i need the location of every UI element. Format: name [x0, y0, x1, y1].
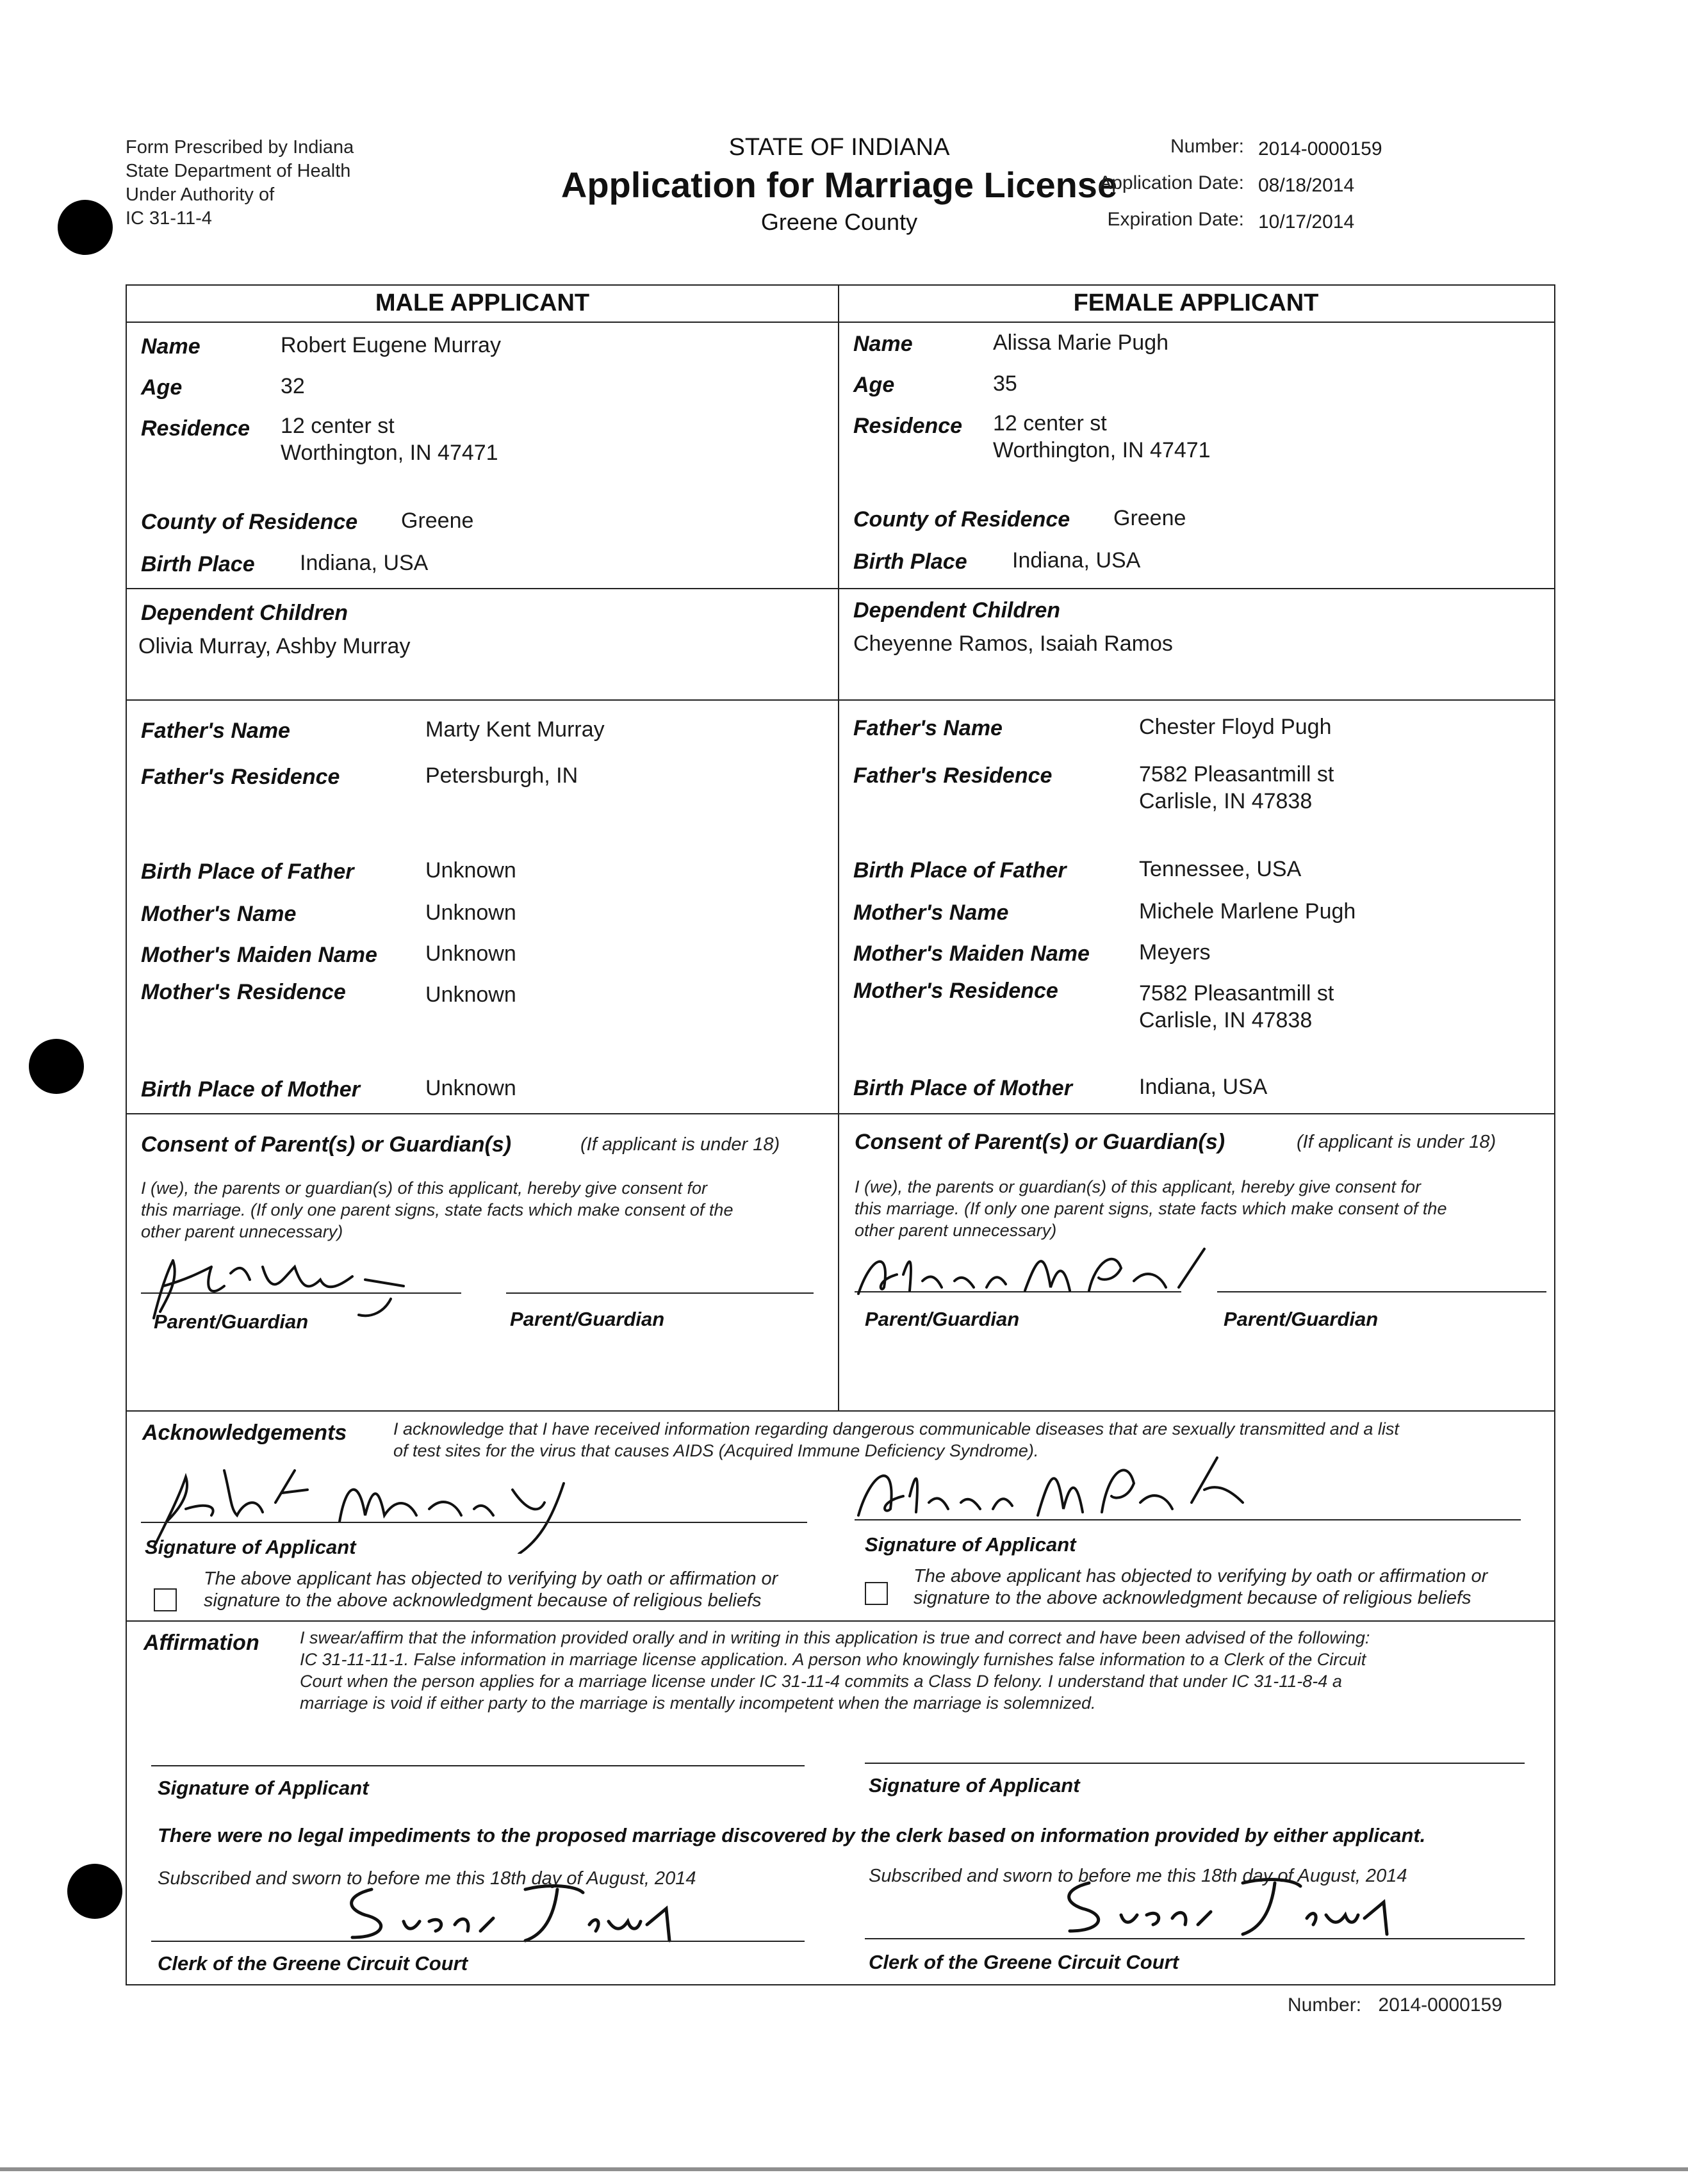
punch-hole-middle [29, 1039, 84, 1094]
female-fathers-residence-label: Father's Residence [853, 763, 1053, 788]
female-clerk-label: Clerk of the Greene Circuit Court [869, 1951, 1179, 1973]
female-affirmation-signature-label: Signature of Applicant [869, 1774, 1080, 1797]
female-birth-place-mother-label: Birth Place of Mother [853, 1076, 1072, 1100]
male-mothers-maiden: Unknown [425, 941, 516, 966]
female-affirmation-signature-line [865, 1763, 1525, 1764]
male-applicant-signature-line [141, 1522, 807, 1523]
divider-parents [126, 699, 1554, 701]
male-mothers-residence-line1: Unknown [425, 982, 516, 1007]
prescribed-line: Form Prescribed by Indiana [126, 137, 354, 158]
county-name: Greene County [760, 209, 918, 235]
female-objection-text [914, 1565, 1487, 1609]
male-mothers-maiden-label: Mother's Maiden Name [141, 943, 377, 967]
female-applicant-signature [846, 1445, 1345, 1528]
state-name: STATE OF INDIANA [728, 134, 950, 161]
male-birth-place: Indiana, USA [300, 551, 429, 575]
consent-text-line: this marriage. (If only one parent signs, state facts which make consent of the [141, 1200, 733, 1219]
female-applicant-heading: FEMALE APPLICANT [1073, 289, 1319, 316]
footer-number-value: 2014-0000159 [1378, 1994, 1502, 2016]
female-mothers-name-label: Mother's Name [853, 900, 1009, 925]
female-residence-line2: Worthington, IN 47471 [993, 438, 1211, 462]
male-signature-of-applicant: Signature of Applicant [145, 1536, 356, 1558]
female-children: Cheyenne Ramos, Isaiah Ramos [853, 632, 1173, 656]
female-mothers-maiden: Meyers [1139, 940, 1211, 965]
male-birth-place-mother-label: Birth Place of Mother [141, 1077, 360, 1102]
female-county: Greene [1113, 506, 1186, 530]
prescribed-line: State Department of Health [126, 161, 351, 181]
female-age: 35 [993, 371, 1017, 396]
female-mothers-residence-label: Mother's Residence [853, 979, 1058, 1003]
consent-text-line: other parent unnecessary) [141, 1222, 343, 1241]
male-residence-line2: Worthington, IN 47471 [281, 441, 498, 465]
objection-text-line: signature to the above acknowledgment because of religious beliefs [914, 1588, 1471, 1608]
divider-affirmation [126, 1620, 1554, 1622]
male-affirmation-signature-line [151, 1765, 805, 1766]
male-fathers-residence-line1: Petersburgh, IN [425, 763, 578, 788]
male-mothers-name-label: Mother's Name [141, 902, 297, 926]
male-consent-title: Consent of Parent(s) or Guardian(s) [141, 1132, 512, 1157]
objection-text-line: The above applicant has objected to verifying by oath or affirmation or [204, 1569, 778, 1589]
female-religious-objection-checkbox[interactable] [865, 1582, 888, 1605]
form-prescribed-block [126, 136, 354, 231]
male-clerk-signature [333, 1877, 692, 1947]
male-clerk-signature-line [151, 1941, 805, 1942]
female-clerk-signature [1051, 1870, 1409, 1941]
male-birth-place-father-label: Birth Place of Father [141, 860, 354, 884]
male-consent-note: (If applicant is under 18) [580, 1134, 780, 1155]
male-birth-place-father: Unknown [425, 858, 516, 883]
female-name: Alissa Marie Pugh [993, 330, 1169, 355]
female-clerk-signature-line [865, 1938, 1525, 1939]
consent-text-line: this marriage. (If only one parent signs, state facts which make consent of the [855, 1199, 1447, 1218]
form-title-block [512, 132, 1166, 237]
affirmation-heading: Affirmation [143, 1631, 259, 1655]
punch-hole-bottom [67, 1864, 122, 1919]
male-subscribed-text: Subscribed and sworn to before me this 18th day of August, 2014 [158, 1868, 696, 1889]
footer-number [1288, 1994, 1502, 2016]
female-parent-guardian-1-label: Parent/Guardian [865, 1308, 1020, 1330]
male-fathers-name: Marty Kent Murray [425, 717, 605, 742]
female-fathers-name: Chester Floyd Pugh [1139, 715, 1332, 739]
male-fathers-residence-label: Father's Residence [141, 765, 340, 789]
male-name: Robert Eugene Murray [281, 333, 501, 357]
female-fathers-name-label: Father's Name [853, 716, 1003, 740]
male-religious-objection-checkbox[interactable] [154, 1588, 177, 1611]
affirmation-text-line: marriage is void if either party to the marriage is mentally incompetent when the marriage is solemnized. [300, 1693, 1096, 1713]
female-residence-line1: 12 center st [993, 411, 1107, 436]
footer-number-label: Number: [1288, 1994, 1362, 2016]
male-children-label: Dependent Children [141, 601, 348, 625]
prescribed-line: IC 31-11-4 [126, 208, 212, 229]
affirmation-text-line: Court when the person applies for a marriage license under IC 31-11-4 commits a Class D felony. I understand that under IC 31-11-8-4 a [300, 1672, 1342, 1691]
affirmation-text-line: I swear/affirm that the information provided orally and in writing in this application is true and correct and have been advised of the following: [300, 1628, 1370, 1647]
male-residence-label: Residence [141, 416, 250, 441]
female-birth-place-mother: Indiana, USA [1139, 1075, 1268, 1099]
female-parent-signature [846, 1230, 1230, 1307]
acknowledgements-heading: Acknowledgements [142, 1421, 347, 1445]
female-applicant-signature-line [855, 1519, 1521, 1520]
center-divider [838, 284, 839, 1410]
expiration-date: 10/17/2014 [1258, 211, 1355, 232]
male-consent-text [141, 1177, 733, 1243]
license-meta [1070, 136, 1380, 245]
male-clerk-label: Clerk of the Greene Circuit Court [158, 1952, 468, 1975]
divider-consent [126, 1113, 1554, 1114]
male-county: Greene [401, 509, 474, 533]
female-birth-place: Indiana, USA [1012, 548, 1141, 573]
affirmation-text-line: IC 31-11-11-1. False information in marriage license application. A person who knowingly furnishes false information to a Clerk of the Circuit [300, 1650, 1366, 1669]
divider-children [126, 588, 1554, 589]
female-mothers-residence-line2: Carlisle, IN 47838 [1139, 1008, 1313, 1032]
no-impediments-statement: There were no legal impediments to the proposed marriage discovered by the clerk based on information provided by either applicant. [158, 1824, 1426, 1846]
punch-hole-top [58, 200, 113, 255]
male-fathers-name-label: Father's Name [141, 719, 290, 743]
number-label: Number: [1170, 136, 1244, 157]
female-mothers-name: Michele Marlene Pugh [1139, 899, 1356, 924]
male-objection-text [204, 1568, 778, 1611]
male-parent-guardian-2-label: Parent/Guardian [510, 1308, 665, 1330]
prescribed-line: Under Authority of [126, 184, 275, 205]
male-age-label: Age [141, 375, 183, 400]
license-number: 2014-0000159 [1258, 138, 1382, 159]
consent-text-line: I (we), the parents or guardian(s) of this applicant, hereby give consent for [141, 1178, 707, 1198]
divider-headings [126, 322, 1554, 323]
female-consent-title: Consent of Parent(s) or Guardian(s) [855, 1130, 1225, 1154]
female-mothers-residence-line1: 7582 Pleasantmill st [1139, 981, 1334, 1006]
male-affirmation-signature-label: Signature of Applicant [158, 1777, 369, 1799]
female-birth-place-father-label: Birth Place of Father [853, 858, 1067, 883]
male-county-label: County of Residence [141, 510, 358, 534]
female-residence-label: Residence [853, 414, 963, 438]
female-parent-guardian-2-line [1217, 1291, 1546, 1292]
female-fathers-residence-line1: 7582 Pleasantmill st [1139, 762, 1334, 786]
male-parent-guardian-1-label: Parent/Guardian [154, 1310, 309, 1333]
female-subscribed-text: Subscribed and sworn to before me this 18th day of August, 2014 [869, 1866, 1407, 1886]
application-date-label: Application Date: [1099, 172, 1244, 193]
female-county-label: County of Residence [853, 507, 1070, 532]
male-parent-signature [135, 1241, 442, 1337]
female-signature-of-applicant: Signature of Applicant [865, 1533, 1076, 1556]
male-mothers-name: Unknown [425, 900, 516, 925]
consent-text-line: other parent unnecessary) [855, 1221, 1057, 1240]
ack-text-line: I acknowledge that I have received information regarding dangerous communicable diseases that are sexually transmitted and a list [393, 1419, 1399, 1438]
female-fathers-residence-line2: Carlisle, IN 47838 [1139, 789, 1313, 813]
application-date: 08/18/2014 [1258, 175, 1355, 196]
female-birth-place-father: Tennessee, USA [1139, 857, 1302, 881]
female-birth-place-label: Birth Place [853, 550, 967, 574]
male-children: Olivia Murray, Ashby Murray [138, 634, 411, 658]
male-mothers-residence-label: Mother's Residence [141, 980, 346, 1004]
female-consent-note: (If applicant is under 18) [1297, 1132, 1496, 1152]
ack-text-line: of test sites for the virus that causes AIDS (Acquired Immune Deficiency Syndrome). [393, 1441, 1039, 1460]
page-title: Application for Marriage License [561, 165, 1118, 205]
expiration-date-label: Expiration Date: [1107, 209, 1244, 230]
male-applicant-heading: MALE APPLICANT [375, 289, 590, 316]
female-parent-guardian-2-label: Parent/Guardian [1224, 1308, 1379, 1330]
male-birth-place-mother: Unknown [425, 1076, 516, 1100]
objection-text-line: The above applicant has objected to verifying by oath or affirmation or [914, 1566, 1488, 1586]
male-name-label: Name [141, 334, 201, 359]
consent-text-line: I (we), the parents or guardian(s) of this applicant, hereby give consent for [855, 1177, 1421, 1196]
male-birth-place-label: Birth Place [141, 552, 255, 576]
female-age-label: Age [853, 373, 895, 397]
male-age: 32 [281, 374, 305, 398]
objection-text-line: signature to the above acknowledgment because of religious beliefs [204, 1590, 762, 1611]
female-mothers-maiden-label: Mother's Maiden Name [853, 941, 1090, 966]
divider-ack [126, 1410, 1554, 1412]
scan-edge [0, 2167, 1688, 2171]
male-residence-line1: 12 center st [281, 414, 395, 438]
female-name-label: Name [853, 332, 913, 356]
female-children-label: Dependent Children [853, 598, 1061, 623]
affirmation-text [300, 1627, 1370, 1714]
male-parent-guardian-2-line [506, 1292, 814, 1294]
